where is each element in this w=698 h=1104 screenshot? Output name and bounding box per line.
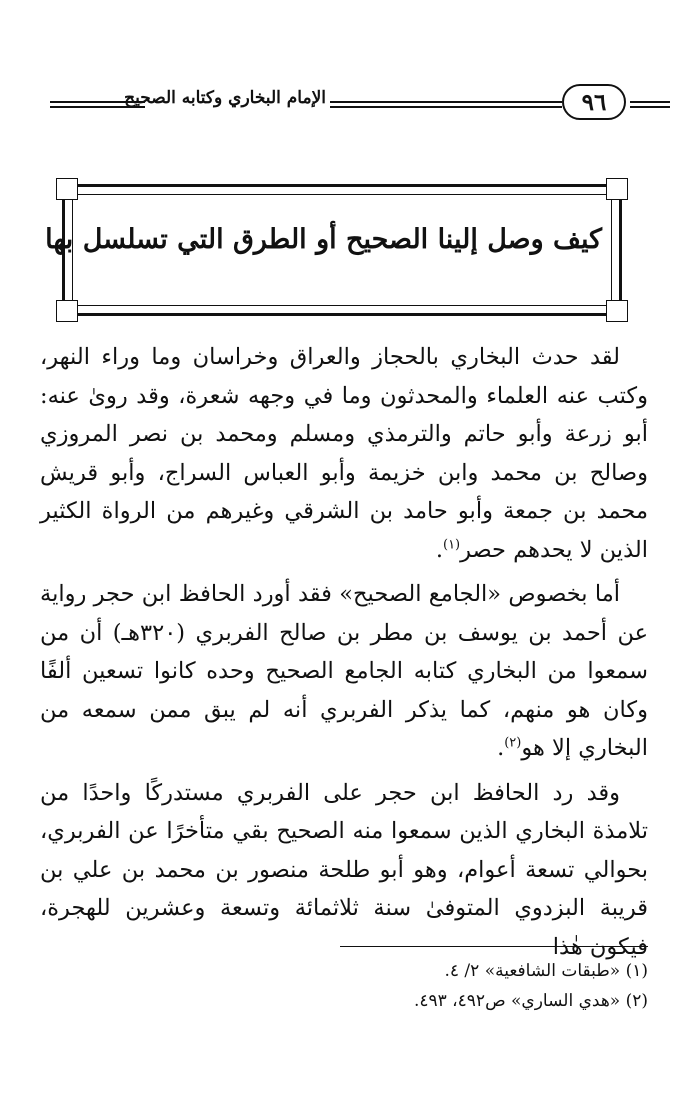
header-rule-middle	[330, 101, 562, 108]
frame-corner-ornament	[606, 300, 628, 322]
frame-corner-ornament	[56, 178, 78, 200]
footnote-separator	[340, 946, 648, 947]
header-rule-right	[630, 101, 670, 108]
paragraph-text: أما بخصوص «الجامع الصحيح» فقد أورد الحافظ ابن حجر رواية عن أحمد بن يوسف بن مطر بن صالح الفربري (٣٢٠هـ) أن من سمعوا من البخاري كتابه الجامع الصحيح وحده كانوا تسعين ألفًا وكان هو منهم، كما يذكر الفربري أنه لم يبق ممن سمعه من البخاري إلا هو	[40, 581, 648, 761]
frame-corner-ornament	[56, 300, 78, 322]
page-number: ٩٦	[562, 84, 626, 120]
footnote: (٢) «هدي الساري» ص٤٩٢، ٤٩٣.	[413, 991, 648, 1011]
chapter-title: كيف وصل إلينا الصحيح أو الطرق التي تسلسل بها	[45, 224, 602, 255]
paragraph	[40, 338, 648, 569]
footnote-ref: (١)	[442, 537, 461, 552]
paragraph	[40, 575, 648, 768]
page-header	[30, 84, 670, 124]
paragraph-text: وقد رد الحافظ ابن حجر على الفربري مستدركًا واحدًا من تلامذة البخاري الذين سمعوا منه الصحيح بقي متأخرًا عن الفربري، بحوالي تسعة أعوام، وهو أبو طلحة منصور بن محمد بن علي بن قريبة البزدوي المتوفىٰ سنة ثلاثمائة وتسعة وعشرين للهجرة، فيكون هٰذا	[40, 779, 648, 960]
body-text	[40, 338, 648, 972]
paragraph-end: .	[435, 536, 443, 563]
chapter-title-frame	[45, 184, 622, 316]
footnote: (١) «طبقات الشافعية» ٢/ ٤.	[444, 961, 648, 981]
frame-corner-ornament	[606, 178, 628, 200]
paragraph-text: لقد حدث البخاري بالحجاز والعراق وخراسان وما وراء النهر، وكتب عنه العلماء والمحدثون وما في وجهه شعرة، وقد روىٰ عنه: أبو زرعة وأبو حاتم والترمذي ومسلم ومحمد بن نصر المروزي وصالح بن محمد وابن خزيمة وأبو العباس السراج، وأبو قريش محمد بن جمعة وأبو حامد بن الشرقي وغيرهم من الرواة الكثير الذين لا يحدهم حصر	[40, 344, 648, 563]
paragraph-end: .	[497, 735, 505, 761]
paragraph	[40, 774, 648, 967]
running-title: الإمام البخاري وكتابه الصحيح	[124, 88, 326, 108]
footnote-ref: (٢)	[504, 735, 522, 751]
footnotes	[40, 956, 648, 1016]
